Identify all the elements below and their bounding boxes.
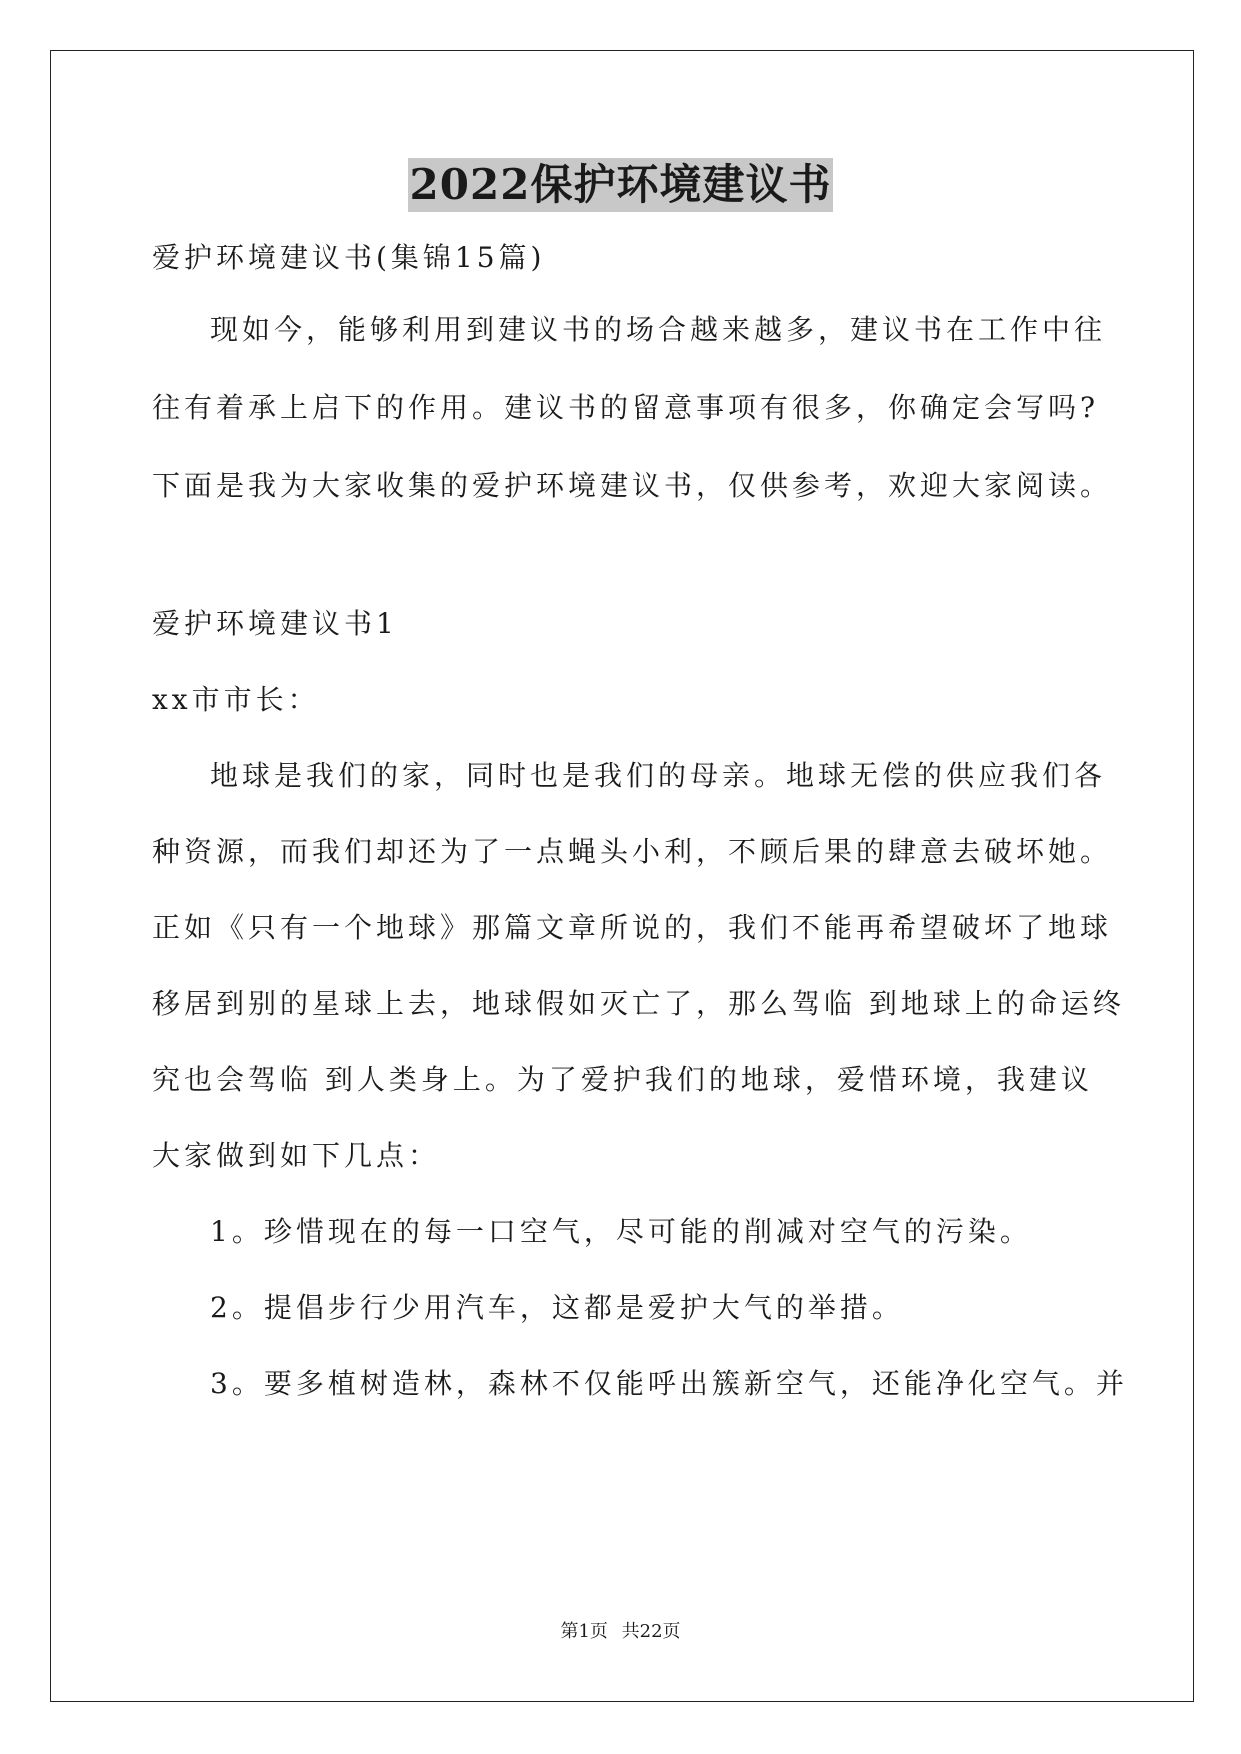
body-line-3: 正如《只有一个地球》那篇文章所说的，我们不能再希望破坏了地球 <box>152 911 1113 944</box>
body-line-4: 移居到别的星球上去，地球假如灭亡了，那么驾临 到地球上的命运终 <box>152 987 1125 1020</box>
list-item-1: 1。珍惜现在的每一口空气，尽可能的削减对空气的污染。 <box>210 1215 1032 1248</box>
body-line-2: 种资源，而我们却还为了一点蝇头小利，不顾后果的肆意去破坏她。 <box>152 835 1113 868</box>
body-line-5: 究也会驾临 到人类身上。为了爱护我们的地球，爱惜环境，我建议 <box>152 1063 1093 1096</box>
list-item-3: 3。要多植树造林，森林不仅能呼出簇新空气，还能净化空气。并 <box>210 1367 1128 1400</box>
salutation: xx市市长： <box>152 683 320 716</box>
body-line-6: 大家做到如下几点： <box>152 1139 441 1172</box>
page-number: 第1页 <box>560 1621 608 1642</box>
document-title: 2022保护环境建议书 <box>408 158 834 212</box>
page-border <box>50 50 1194 1702</box>
body-line-1: 地球是我们的家，同时也是我们的母亲。地球无偿的供应我们各 <box>210 759 1107 792</box>
intro-line-1: 现如今，能够利用到建议书的场合越来越多，建议书在工作中往 <box>210 313 1107 346</box>
subtitle-line: 爱护环境建议书(集锦15篇) <box>152 241 546 274</box>
section-heading: 爱护环境建议书1 <box>152 607 398 640</box>
title-wrap <box>0 158 1241 212</box>
page-total: 共22页 <box>621 1621 681 1642</box>
intro-line-3: 下面是我为大家收集的爱护环境建议书，仅供参考，欢迎大家阅读。 <box>152 469 1113 502</box>
page-footer <box>0 1620 1241 1644</box>
list-item-2: 2。提倡步行少用汽车，这都是爱护大气的举措。 <box>210 1291 904 1324</box>
intro-line-2: 往有着承上启下的作用。建议书的留意事项有很多，你确定会写吗? <box>152 391 1100 424</box>
